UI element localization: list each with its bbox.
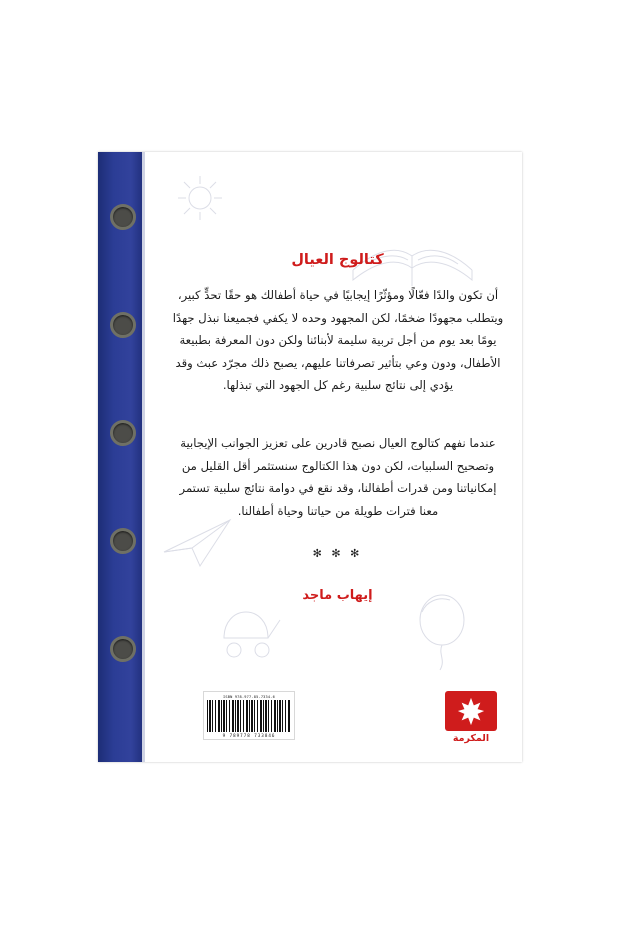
author-name: إيهاب ماجد — [302, 588, 373, 603]
book-title: كتالوج العيال — [291, 252, 384, 268]
blurb-paragraph-2: عندما نفهم كتالوج العيال نصبح قادرين على تعزيز الجوانب الإيجابية وتصحيح السلبيات، لكن دون هذا الكتالوج سنستثمر أقل القليل من إمكانياتنا ومن قدرات أطفالنا، وقد نقع في دوامة نتائج سلبية تستمر معنا فترات طويلة من حياتنا وحياة أطفالنا. — [179, 436, 497, 518]
binding-ring-hole — [110, 420, 136, 446]
barcode — [203, 691, 295, 740]
binding-ring-hole — [110, 528, 136, 554]
spine-edge — [142, 152, 145, 762]
blurb-paragraph-1: أن تكون والدًا فعّالًا ومؤثّرًا إيجابيًا في حياة أطفالك هو حقًا تحدٍّ كبير، ويتطلب مجهودًا ضخمًا، لكن المجهود وحده لا يكفي فجميعنا نبذل جهدًا يومًا بعد يوم من أجل تربية سليمة لأبنائنا ولكن دون المعرفة بطبيعة الأطفال، ودون وعي بتأثير تصرفاتنا عليهم، يصبح ذلك مجرّد عبث وقد يؤدي إلى نتائج سلبية رغم كل الجهود التي تبذلها. — [172, 288, 504, 393]
book-spine — [98, 152, 142, 762]
barcode-isbn-text: ISBN 978-977-85-7334-6 — [223, 695, 275, 699]
barcode-digits: 9 789778 733846 — [222, 733, 276, 738]
paragraph-separator: ✻ ✻ ✻ — [312, 547, 363, 560]
barcode-bars — [207, 700, 291, 732]
binding-ring-hole — [110, 312, 136, 338]
binding-ring-hole — [110, 204, 136, 230]
publisher-logo — [438, 691, 504, 744]
book-back-cover — [98, 152, 522, 762]
maple-leaf-icon — [445, 691, 497, 731]
back-cover-content — [153, 152, 522, 762]
publisher-name: المكرمة — [452, 733, 490, 744]
binding-ring-hole — [110, 636, 136, 662]
